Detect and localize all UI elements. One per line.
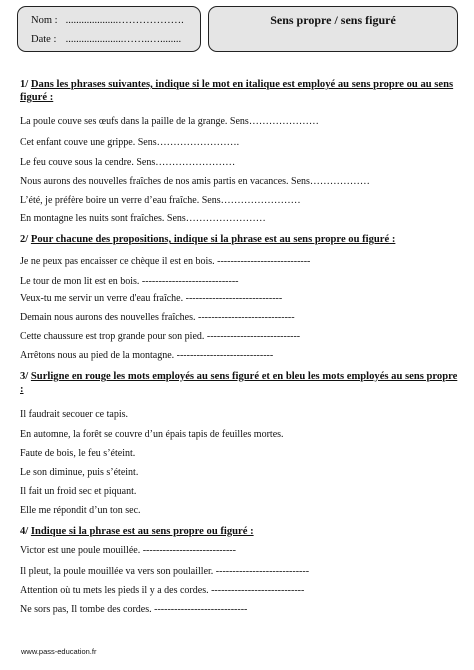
q3-line: Faute de bois, le feu s’éteint. [20, 448, 136, 459]
q1-line: Nous aurons des nouvelles fraîches de nos amis partis en vacances. Sens……………… [20, 176, 370, 187]
date-label: Date : [31, 34, 57, 45]
q1-line: Le feu couve sous la cendre. Sens…………………… [20, 157, 236, 168]
question-4-number: 4/ [20, 526, 29, 537]
q1-line: Cet enfant couve une grippe. Sens……………………. [20, 137, 240, 148]
page-title: Sens propre / sens figuré [270, 13, 396, 27]
q3-line: Elle me répondit d’un ton sec. [20, 505, 141, 516]
date-line [31, 34, 181, 45]
question-1 [20, 78, 460, 104]
question-1-text: Dans les phrases suivantes, indique si le mot en italique est employé au sens propre ou au sens figuré : [20, 79, 454, 103]
q4-line: Ne sors pas, Il tombe des cordes. ---------------------------- [20, 604, 248, 615]
question-3 [20, 370, 460, 396]
question-3-text: Surligne en rouge les mots employés au sens figuré et en bleu les mots employés au sens propre : [20, 371, 458, 395]
q2-line: Cette chaussure est trop grande pour son pied. ---------------------------- [20, 331, 301, 342]
q2-line: Le tour de mon lit est en bois. ----------------------------- [20, 276, 239, 287]
q1-line: L’été, je préfère boire un verre d’eau fraîche. Sens…………………… [20, 195, 301, 206]
q4-line: Attention où tu mets les pieds il y a des cordes. ---------------------------- [20, 585, 305, 596]
question-2-number: 2/ [20, 234, 29, 245]
q1-line: La poule couve ses œufs dans la paille de la grange. Sens………………… [20, 116, 319, 127]
name-dots: ....................………………. [65, 15, 184, 26]
q1-line: En montagne les nuits sont fraîches. Sens…………………… [20, 213, 266, 224]
title-box [208, 6, 458, 52]
q3-line: Il fait un froid sec et piquant. [20, 486, 137, 497]
q2-line: Je ne peux pas encaisser ce chèque il est en bois. ---------------------------- [20, 256, 311, 267]
question-1-number: 1/ [20, 79, 29, 90]
question-2 [20, 233, 460, 246]
q2-line: Demain nous aurons des nouvelles fraîches. ----------------------------- [20, 312, 295, 323]
q3-line: Le son diminue, puis s’éteint. [20, 467, 139, 478]
name-label: Nom : [31, 15, 58, 26]
question-2-text: Pour chacune des propositions, indique si la phrase est au sens propre ou figuré : [30, 234, 396, 245]
q4-line: Victor est une poule mouillée. ---------------------------- [20, 545, 236, 556]
name-date-box [17, 6, 201, 52]
date-dots: ......................……..…........ [65, 34, 182, 45]
q3-line: Il faudrait secouer ce tapis. [20, 409, 129, 420]
question-3-number: 3/ [20, 371, 29, 382]
footer-website[interactable]: www.pass-education.fr [21, 647, 97, 656]
q2-line: Veux-tu me servir un verre d'eau fraîche. ----------------------------- [20, 293, 283, 304]
question-4 [20, 525, 460, 538]
question-4-text: Indique si la phrase est au sens propre ou figuré : [30, 526, 254, 537]
q4-line: Il pleut, la poule mouillée va vers son poulailler. ---------------------------- [20, 566, 310, 577]
name-line [31, 15, 184, 26]
q3-line: En automne, la forêt se couvre d’un épais tapis de feuilles mortes. [20, 429, 284, 440]
q2-line: Arrêtons nous au pied de la montagne. ----------------------------- [20, 350, 274, 361]
